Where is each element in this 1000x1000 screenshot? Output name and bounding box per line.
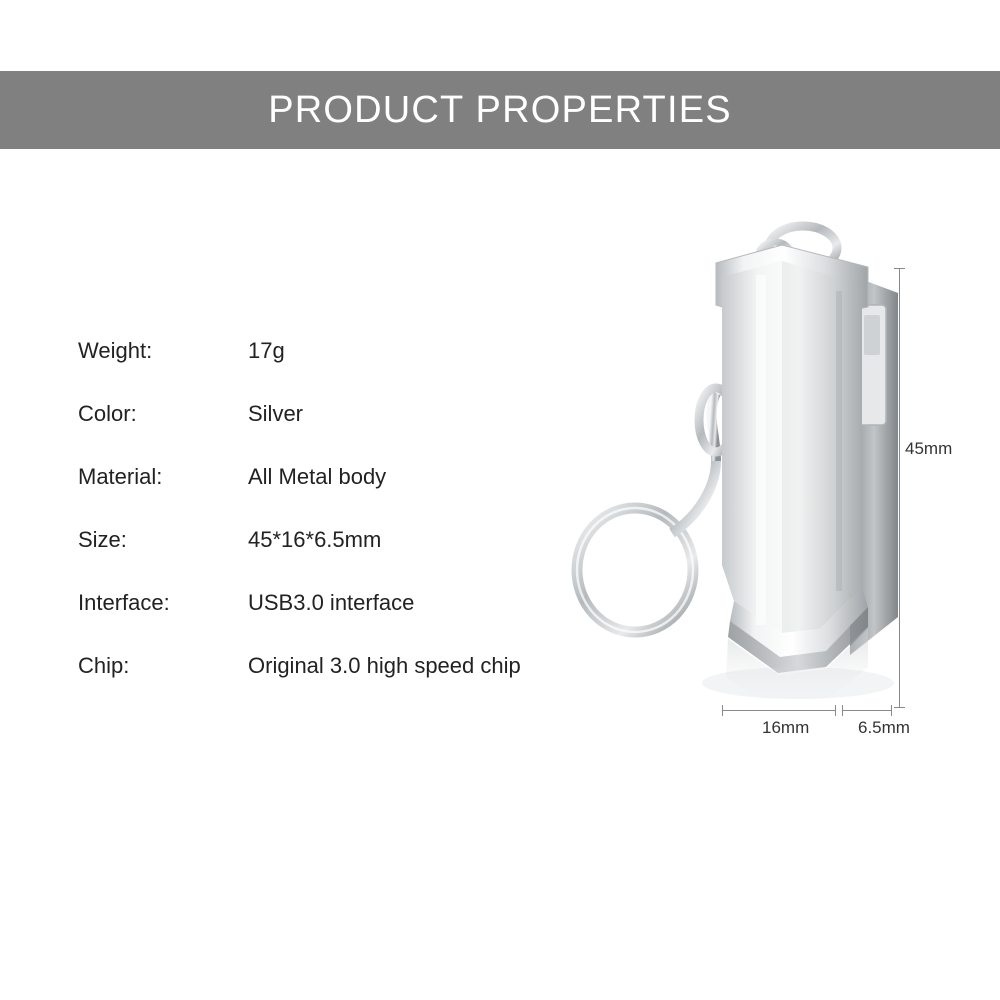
spec-label-weight: Weight: xyxy=(78,338,153,363)
dimension-depth-label: 6.5mm xyxy=(858,718,910,737)
height-measure-line xyxy=(899,268,900,708)
spec-label-interface: Interface: xyxy=(78,590,170,615)
depth-measure-line xyxy=(842,710,892,711)
spec-value-chip: Original 3.0 high speed chip xyxy=(248,653,521,678)
width-measure-line xyxy=(722,710,836,711)
page-header-banner xyxy=(0,71,1000,149)
spec-value-material: All Metal body xyxy=(248,464,387,489)
spec-label-chip: Chip: xyxy=(78,653,130,678)
spec-value-interface: USB3.0 interface xyxy=(248,590,415,615)
spec-value-color: Silver xyxy=(248,401,304,426)
spec-label-color: Color: xyxy=(78,401,137,426)
spec-value-size: 45*16*6.5mm xyxy=(248,527,382,552)
usb-drive-illustration xyxy=(520,215,940,715)
usb-flash-drive-photo xyxy=(520,215,940,715)
page-title: PRODUCT PROPERTIES xyxy=(268,88,732,131)
spec-label-material: Material: xyxy=(78,464,163,489)
spec-value-weight: 17g xyxy=(248,338,285,363)
dimension-width-label: 16mm xyxy=(762,718,810,737)
dimension-height-label: 45mm xyxy=(905,439,953,458)
spec-label-size: Size: xyxy=(78,527,127,552)
